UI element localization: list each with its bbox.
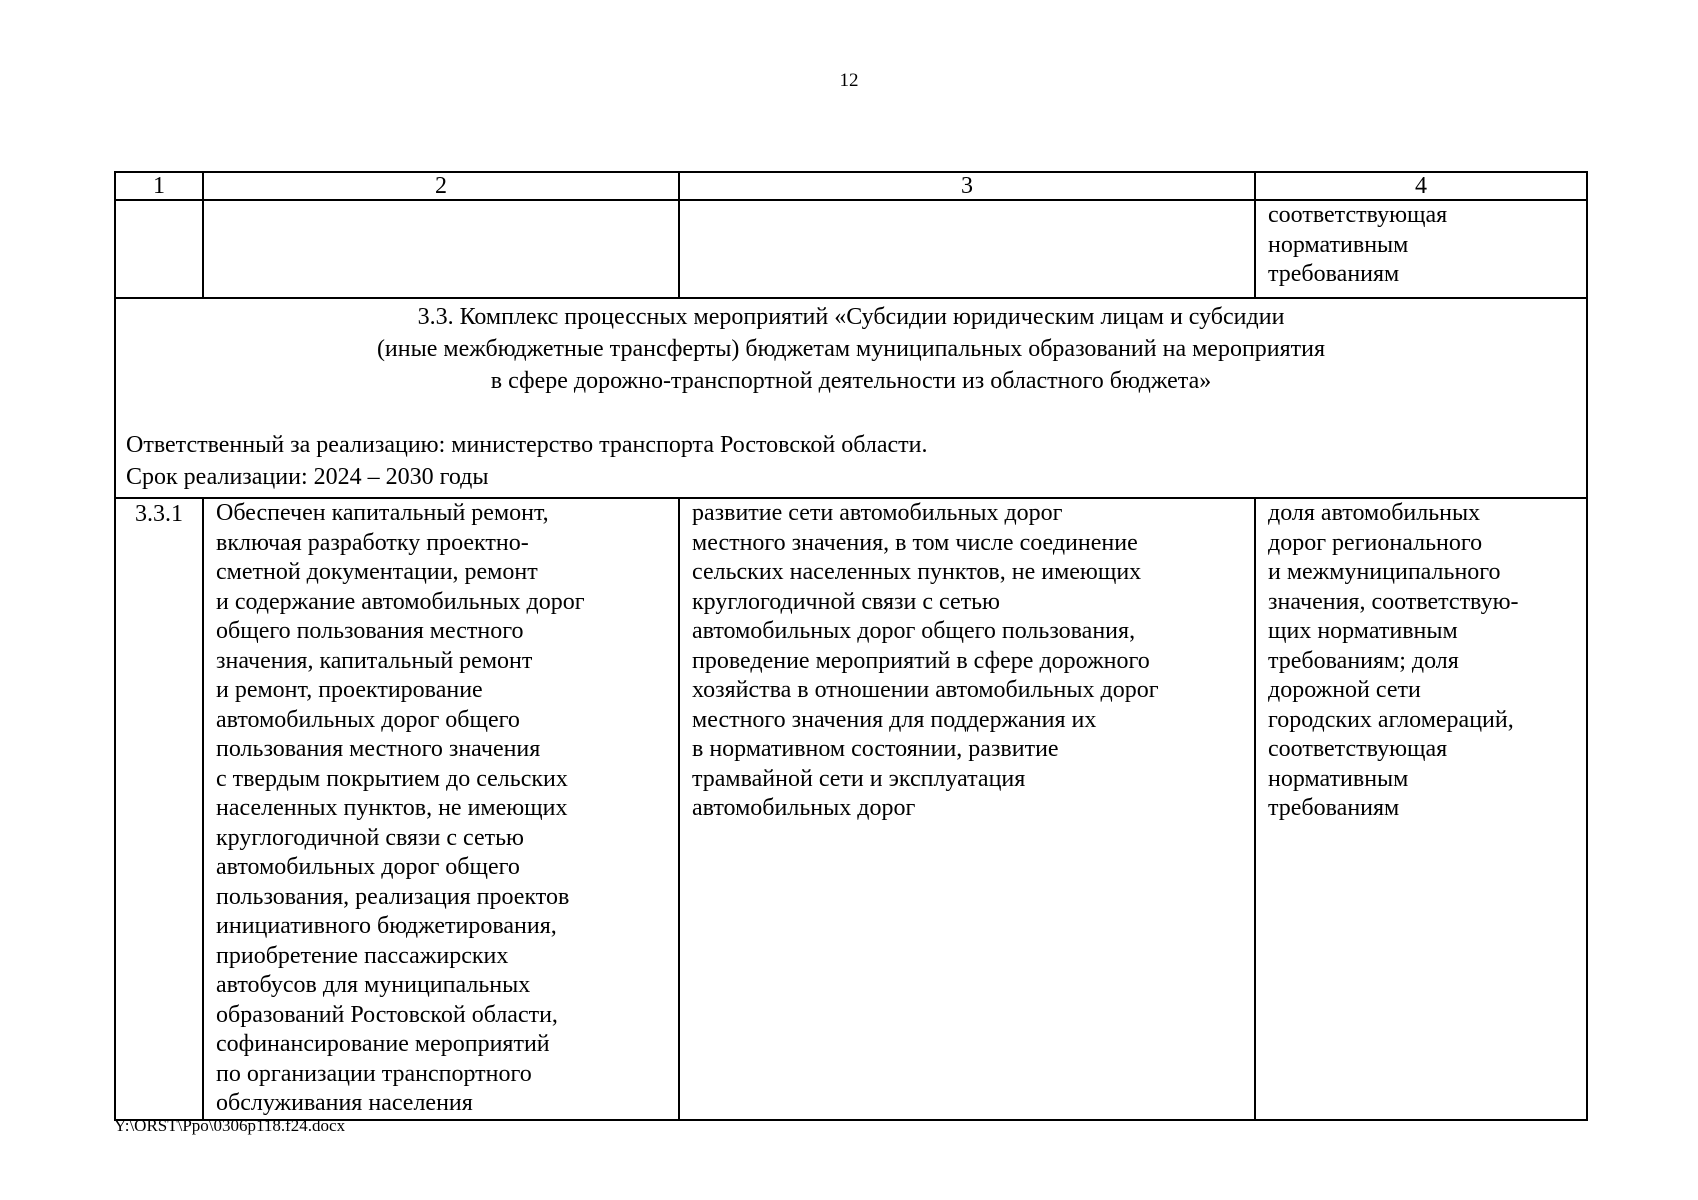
continuation-cell-2	[203, 200, 679, 298]
column-number-1: 1	[115, 172, 203, 200]
continuation-cell-1	[115, 200, 203, 298]
column-number-4: 4	[1255, 172, 1587, 200]
task-text: Обеспечен капитальный ремонт, включая разработку проектно- сметной документации, ремонт и содержание автомобильных дорог общего пользования местного значения, капитальный ремонт и ремонт, проектирование автомобильных дорог общего пользования местного значения с твердым покрытием до сельских населенных пунктов, не имеющих круглогодичной связи с сетью автомобильных дорог общего пользования, реализация проектов инициативного бюджетирования, приобретение пассажирских автобусов для муниципальных образований Ростовской области, софинансирование мероприятий по организации транспортного обслуживания населения	[216, 500, 585, 1116]
section-row	[115, 298, 1587, 498]
task-cell	[203, 498, 679, 1120]
section-cell	[115, 298, 1587, 498]
continuation-cell-3	[679, 200, 1255, 298]
effect-text: развитие сети автомобильных дорог местного значения, в том числе соединение сельских населенных пунктов, не имеющих круглогодичной связи с сетью автомобильных дорог общего пользования, проведение мероприятий в сфере дорожного хозяйства в отношении автомобильных дорог местного значения для поддержания их в нормативном состоянии, развитие трамвайной сети и эксплуатация автомобильных дорог	[692, 500, 1159, 821]
column-number-2: 2	[203, 172, 679, 200]
section-term: Срок реализации: 2024 – 2030 годы	[126, 464, 489, 490]
section-responsible: Ответственный за реализацию: министерство транспорта Ростовской области.	[126, 432, 928, 458]
program-table	[114, 171, 1588, 1121]
table-row	[115, 498, 1587, 1120]
continuation-indicator-text: соответствующая нормативным требованиям	[1268, 202, 1448, 287]
effect-cell	[679, 498, 1255, 1120]
page-number: 12	[839, 70, 859, 91]
row-number: 3.3.1	[115, 498, 203, 1120]
continuation-cell-4	[1255, 200, 1587, 298]
section-title: 3.3. Комплекс процессных мероприятий «Субсидии юридическим лицам и субсидии (иные межбюджетные трансферты) бюджетам муниципальных образований на мероприятия в сфере дорожно-транспортной деятельности из областного бюджета»	[376, 304, 1326, 394]
column-number-row	[115, 172, 1587, 200]
continuation-row	[115, 200, 1587, 298]
footer-file-path: Y:\ORST\Ppo\0306p118.f24.docx	[114, 1116, 346, 1135]
indicator-cell	[1255, 498, 1587, 1120]
column-number-3: 3	[679, 172, 1255, 200]
section-spacer	[126, 397, 1576, 429]
indicator-text: доля автомобильных дорог регионального и межмуниципального значения, соответствую- щих нормативным требованиям; доля дорожной сети городских агломераций, соответствующая нормативным требованиям	[1268, 500, 1519, 821]
